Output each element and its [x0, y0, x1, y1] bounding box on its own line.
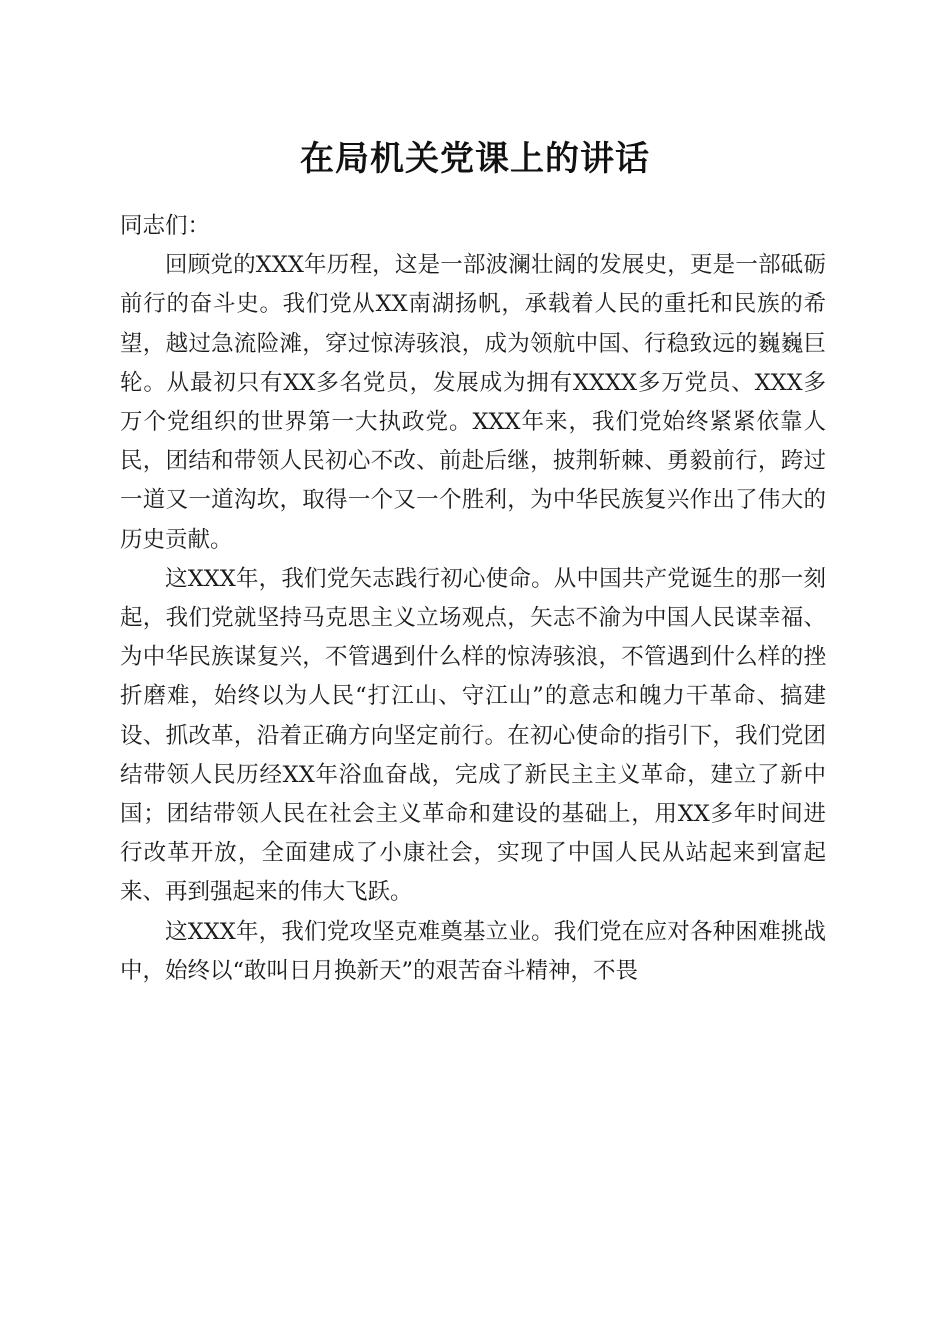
paragraph-1: 回顾党的XXX年历程，这是一部波澜壮阔的发展史，更是一部砥砺前行的奋斗史。我们党从XX南湖扬帆，承载着人民的重托和民族的希望，越过急流险滩，穿过惊涛骇浪，成为领航中国、行稳致远的巍巍巨轮。从最初只有XX多名党员，发展成为拥有XXXX多万党员、XXX多万个党组织的世界第一大执政党。XXX年来，我们党始终紧紧依靠人民，团结和带领人民初心不改、前赴后继，披荆斩棘、勇毅前行，跨过一道又一道沟坎，取得一个又一个胜利，为中华民族复兴作出了伟大的历史贡献。 — [120, 252, 826, 553]
salutation: 同志们： — [120, 213, 211, 239]
document-title: 在局机关党课上的讲话 — [300, 139, 650, 179]
document-body — [120, 207, 826, 991]
paragraph-3: 这XXX年，我们党攻坚克难奠基立业。我们党在应对各种困难挑战中，始终以“敢叫日月换新天”的艰苦奋斗精神，不畏 — [120, 918, 826, 984]
paragraph-2: 这XXX年，我们党矢志践行初心使命。从中国共产党诞生的那一刻起，我们党就坚持马克思主义立场观点，矢志不渝为中国人民谋幸福、为中华民族谋复兴，不管遇到什么样的惊涛骇浪，不管遇到什么样的挫折磨难，始终以为人民“打江山、守江山”的意志和魄力干革命、搞建设、抓改革，沿着正确方向坚定前行。在初心使命的指引下，我们党团结带领人民历经XX年浴血奋战，完成了新民主主义革命，建立了新中国；团结带领人民在社会主义革命和建设的基础上，用XX多年时间进行改革开放，全面建成了小康社会，实现了中国人民从站起来到富起来、再到强起来的伟大飞跃。 — [120, 565, 826, 906]
